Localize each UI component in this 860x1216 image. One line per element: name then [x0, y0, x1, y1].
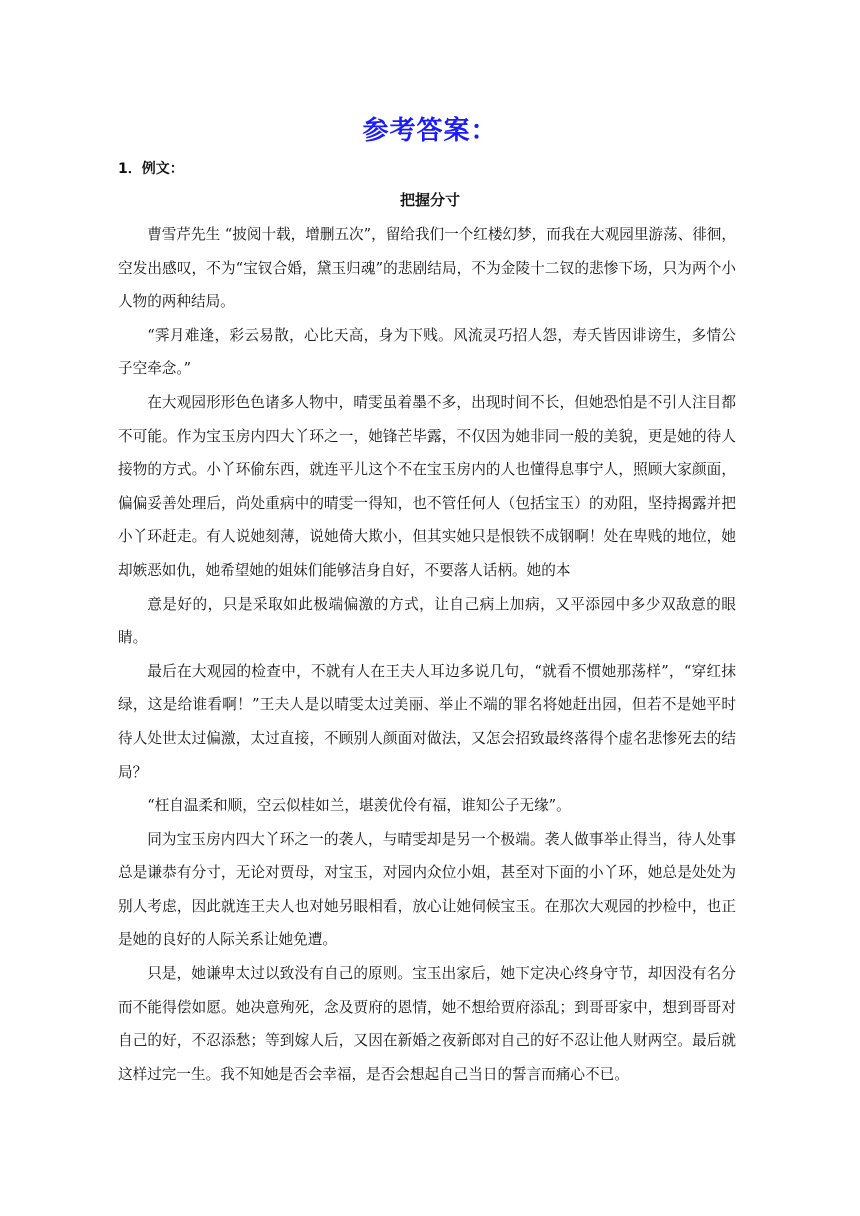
- paragraph: 最后在大观园的检查中，不就有人在王夫人耳边多说几句，“就看不惯她那荡样”，“穿红抹绿，这是给谁看啊！”王夫人是以晴雯太过美丽、举止不端的罪名将她赶出园，但若不是她平时待人处世太过偏激，太过直接，不顾别人颜面对做法，又怎会招致最终落得个虚名悲惨死去的结局？: [118, 662, 736, 781]
- page-title: 参考答案：: [362, 116, 498, 146]
- paragraph: 在大观园形形色色诸多人物中，晴雯虽着墨不多，出现时间不长，但她恐怕是不引人注目都不可能。作为宝玉房内四大丫环之一，她锋芒毕露，不仅因为她非同一般的美貌，更是她的待人接物的方式。小丫环偷东西，就连平儿这个不在宝玉房内的人也懂得息事宁人，照顾大家颜面，偏偏妥善处理后，尚处重病中的晴雯一得知，也不管任何人（包括宝玉）的劝阻，坚持揭露并把小丫环赶走。有人说她刻薄，说她倚大欺小，但其实她只是恨铁不成钢啊！处在卑贱的地位，她却嫉恶如仇，她希望她的姐妹们能够洁身自好，不要落人话柄。她的本: [118, 393, 736, 579]
- question-label: 1．例文：: [118, 161, 184, 177]
- essay-body: [118, 218, 736, 1091]
- paragraph: “枉自温柔和顺，空云似桂如兰，堪羡优伶有福，谁知公子无缘”。: [147, 797, 571, 815]
- paragraph: 同为宝玉房内四大丫环之一的袭人，与晴雯却是另一个极端。袭人做事举止得当，待人处事总是谦恭有分寸，无论对贾母，对宝玉，对园内众位小姐，甚至对下面的小丫环，她总是处处为别人考虑，因此就连王夫人也对她另眼相看，放心让她伺候宝玉。在那次大观园的抄检中，也正是她的良好的人际关系让她免遭。: [118, 830, 736, 949]
- essay-title: 把握分寸: [399, 191, 460, 209]
- paragraph: 曹雪芹先生 “披阅十载，增删五次”，留给我们一个红楼幻梦，而我在大观园里游荡、徘徊，空发出感叹，不为“宝钗合婚，黛玉归魂”的悲剧结局，不为金陵十二钗的悲惨下场，只为两个小人物的两种结局。: [118, 226, 736, 311]
- paragraph: “霁月难逢，彩云易散，心比天高，身为下贱。风流灵巧招人怨，寿夭皆因诽谤生，多情公子空牵念。”: [118, 326, 736, 378]
- paragraph: 只是，她谦卑太过以致没有自己的原则。宝玉出家后，她下定决心终身守节，却因没有名分而不能得偿如愿。她决意殉死，念及贾府的恩情，她不想给贾府添乱；到哥哥家中，想到哥哥对自己的好，不忍添愁；等到嫁人后，又因在新婚之夜新郎对自己的好不忍让他人财两空。最后就这样过完一生。我不知她是否会幸福，是否会想起自己当日的誓言而痛心不已。: [118, 965, 736, 1083]
- paragraph: 意是好的，只是采取如此极端偏激的方式，让自己病上加病，又平添园中多少双敌意的眼睛。: [118, 595, 736, 647]
